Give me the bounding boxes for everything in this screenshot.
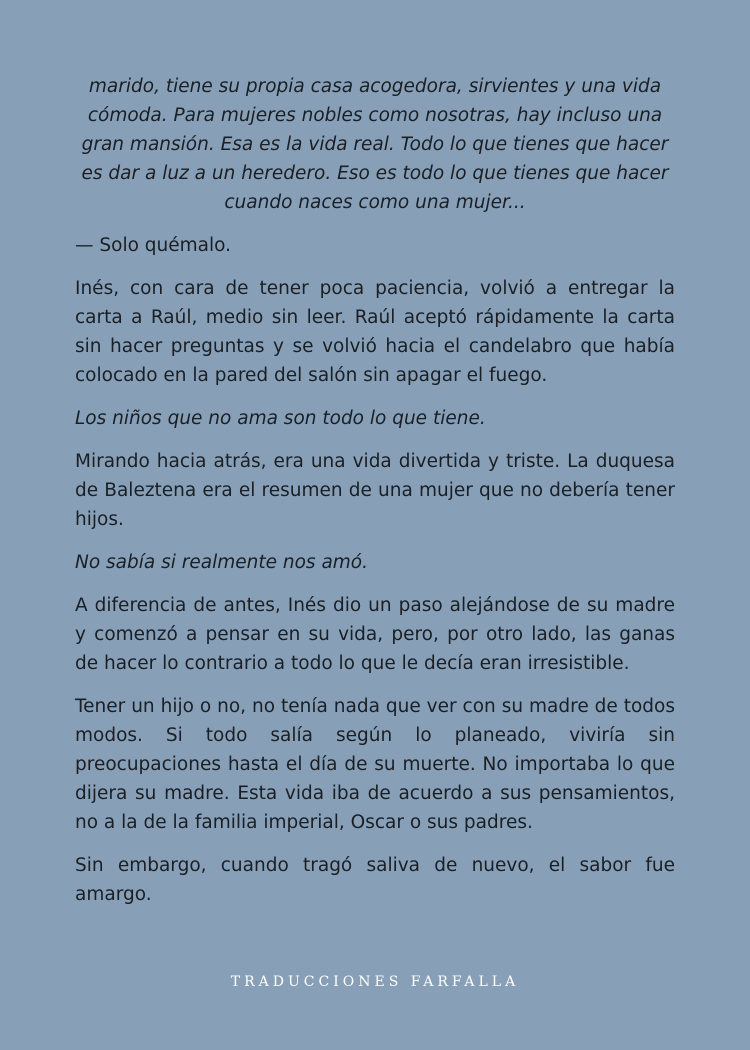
paragraph: A diferencia de antes, Inés dio un paso alejándose de su madre y comenzó a pensar en su vida, pero, por otro lado, las ganas de hacer lo contrario a todo lo que le decía eran irresistible. <box>75 595 675 674</box>
paragraph-thought: Los niños que no ama son todo lo que tiene. <box>75 408 486 429</box>
paragraph: Tener un hijo o no, no tenía nada que ver con su madre de todos modos. Si todo salía según lo planeado, viviría sin preocupaciones hasta el día de su muerte. No importaba lo que dijera su madre. Esta vida iba de acuerdo a sus pensamientos, no a la de la familia imperial, Oscar o sus padres. <box>75 696 675 833</box>
document-body <box>75 72 675 923</box>
paragraph: Sin embargo, cuando tragó saliva de nuevo, el sabor fue amargo. <box>75 855 675 905</box>
paragraph: Mirando hacia atrás, era una vida divertida y triste. La duquesa de Baleztena era el resumen de una mujer que no debería tener hijos. <box>75 451 675 530</box>
paragraph: Inés, con cara de tener poca paciencia, volvió a entregar la carta a Raúl, medio sin leer. Raúl aceptó rápidamente la carta sin hacer preguntas y se volvió hacia el candelabro que había colocado en la pared del salón sin apagar el fuego. <box>75 278 675 386</box>
page-footer-watermark: TRADUCCIONES FARFALLA <box>230 974 520 990</box>
paragraph-dialogue: — Solo quémalo. <box>75 235 232 256</box>
paragraph-letter-quote: marido, tiene su propia casa acogedora, sirvientes y una vida cómoda. Para mujeres nobles como nosotras, hay incluso una gran mansión. Esa es la vida real. Todo lo que tienes que hacer es dar a luz a un heredero. Eso es todo lo que tienes que hacer cuando naces como una mujer... <box>81 76 669 213</box>
paragraph-thought: No sabía si realmente nos amó. <box>75 552 369 573</box>
